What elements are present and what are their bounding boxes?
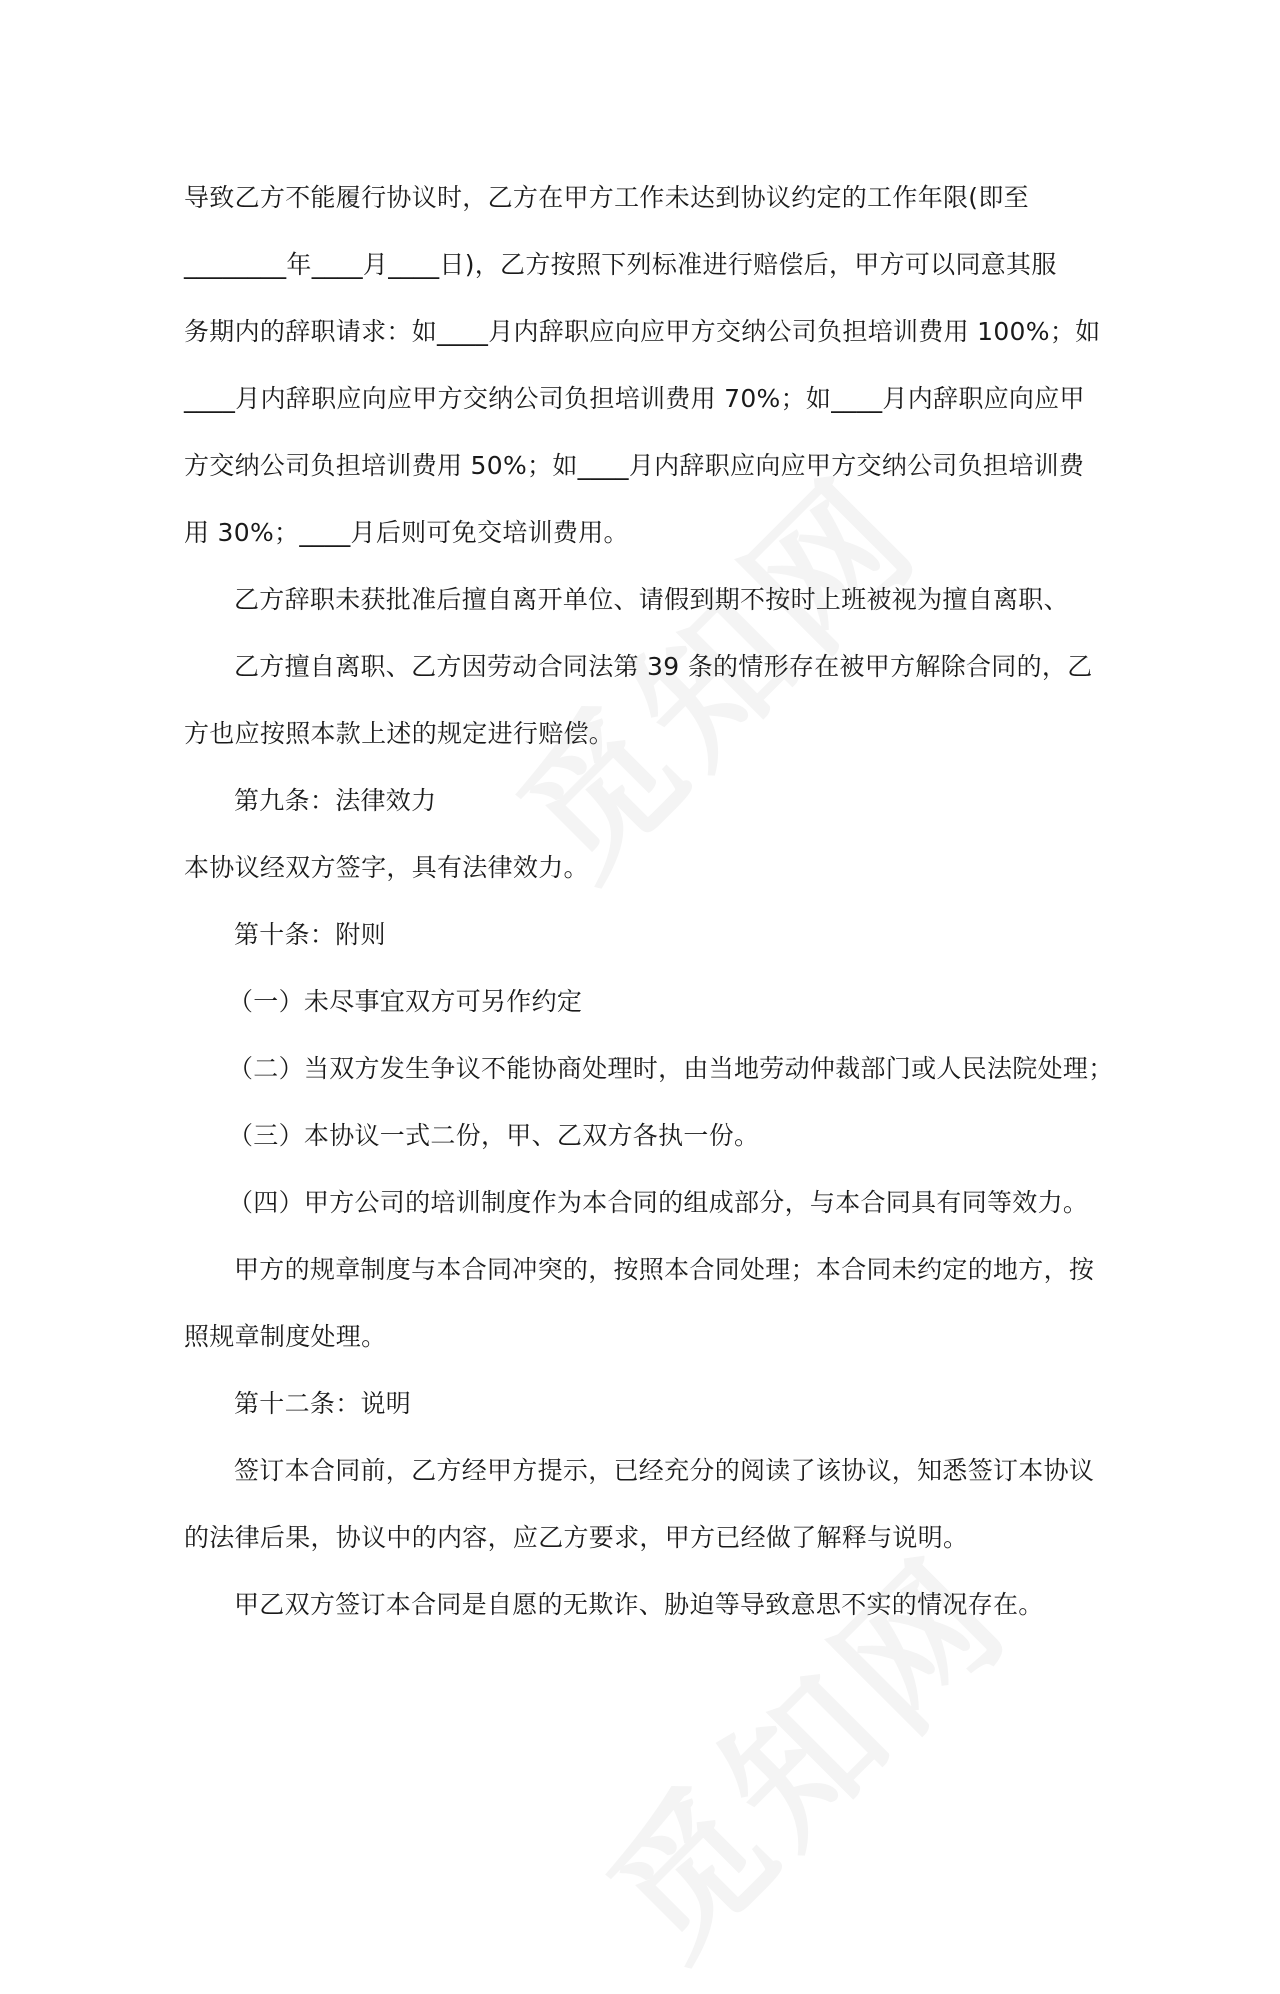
text-line: 导致乙方不能履行协议时，乙方在甲方工作未达到协议约定的工作年限(即至 xyxy=(184,183,1029,212)
paragraph-compensation xyxy=(184,164,1106,566)
text-line: 方交纳公司负担培训费用 50%；如____月内辞职应向应甲方交纳公司负担培训费 xyxy=(184,451,1085,480)
text-line: 乙方辞职未获批准后擅自离开单位、请假到期不按时上班被视为擅自离职、 xyxy=(234,585,1069,614)
text-line: 乙方擅自离职、乙方因劳动合同法第 39 条的情形存在被甲方解除合同的，乙 xyxy=(234,652,1093,681)
text-line: （三）本协议一式二份，甲、乙双方各执一份。 xyxy=(228,1121,760,1150)
clause-1 xyxy=(184,968,1106,1035)
text-line: 方也应按照本款上述的规定进行赔偿。 xyxy=(184,719,615,748)
text-line: 签订本合同前，乙方经甲方提示，已经充分的阅读了该协议，知悉签订本协议 xyxy=(234,1456,1095,1485)
text-line: ____月内辞职应向应甲方交纳公司负担培训费用 70%；如____月内辞职应向应甲 xyxy=(184,384,1085,413)
clause-3 xyxy=(184,1102,1106,1169)
text-line: 用 30%；____月后则可免交培训费用。 xyxy=(184,518,629,547)
paragraph-rules-conflict xyxy=(184,1236,1106,1370)
text-line: 本协议经双方签字，具有法律效力。 xyxy=(184,853,589,882)
text-line: （二）当双方发生争议不能协商处理时，由当地劳动仲裁部门或人民法院处理； xyxy=(228,1054,1114,1083)
text-line: 务期内的辞职请求：如____月内辞职应向应甲方交纳公司负担培训费用 100%；如 xyxy=(184,317,1101,346)
paragraph-voluntary xyxy=(184,1571,1106,1638)
text-line: ________年____月____日)，乙方按照下列标准进行赔偿后，甲方可以同意其服 xyxy=(184,250,1057,279)
paragraph-explanation xyxy=(184,1437,1106,1571)
heading-article-9 xyxy=(184,767,1106,834)
text-line: （一）未尽事宜双方可另作约定 xyxy=(228,987,583,1016)
text-line: 第九条：法律效力 xyxy=(234,786,437,815)
paragraph-legal-effect xyxy=(184,834,1106,901)
text-line: 的法律后果，协议中的内容，应乙方要求，甲方已经做了解释与说明。 xyxy=(184,1523,969,1552)
text-line: 照规章制度处理。 xyxy=(184,1322,387,1351)
text-line: （四）甲方公司的培训制度作为本合同的组成部分，与本合同具有同等效力。 xyxy=(228,1188,1089,1217)
clause-4 xyxy=(184,1169,1106,1236)
document-body xyxy=(184,164,1114,1638)
text-line: 甲方的规章制度与本合同冲突的，按照本合同处理；本合同未约定的地方，按 xyxy=(234,1255,1095,1284)
heading-article-12 xyxy=(184,1370,1106,1437)
clause-2 xyxy=(184,1035,1114,1102)
text-line: 甲乙双方签订本合同是自愿的无欺诈、胁迫等导致意思不实的情况存在。 xyxy=(234,1590,1044,1619)
text-line: 第十二条：说明 xyxy=(234,1389,412,1418)
heading-article-10 xyxy=(184,901,1106,968)
text-line: 第十条：附则 xyxy=(234,920,386,949)
paragraph-dismissal xyxy=(184,633,1106,767)
paragraph-unauthorized-leave xyxy=(184,566,1106,633)
